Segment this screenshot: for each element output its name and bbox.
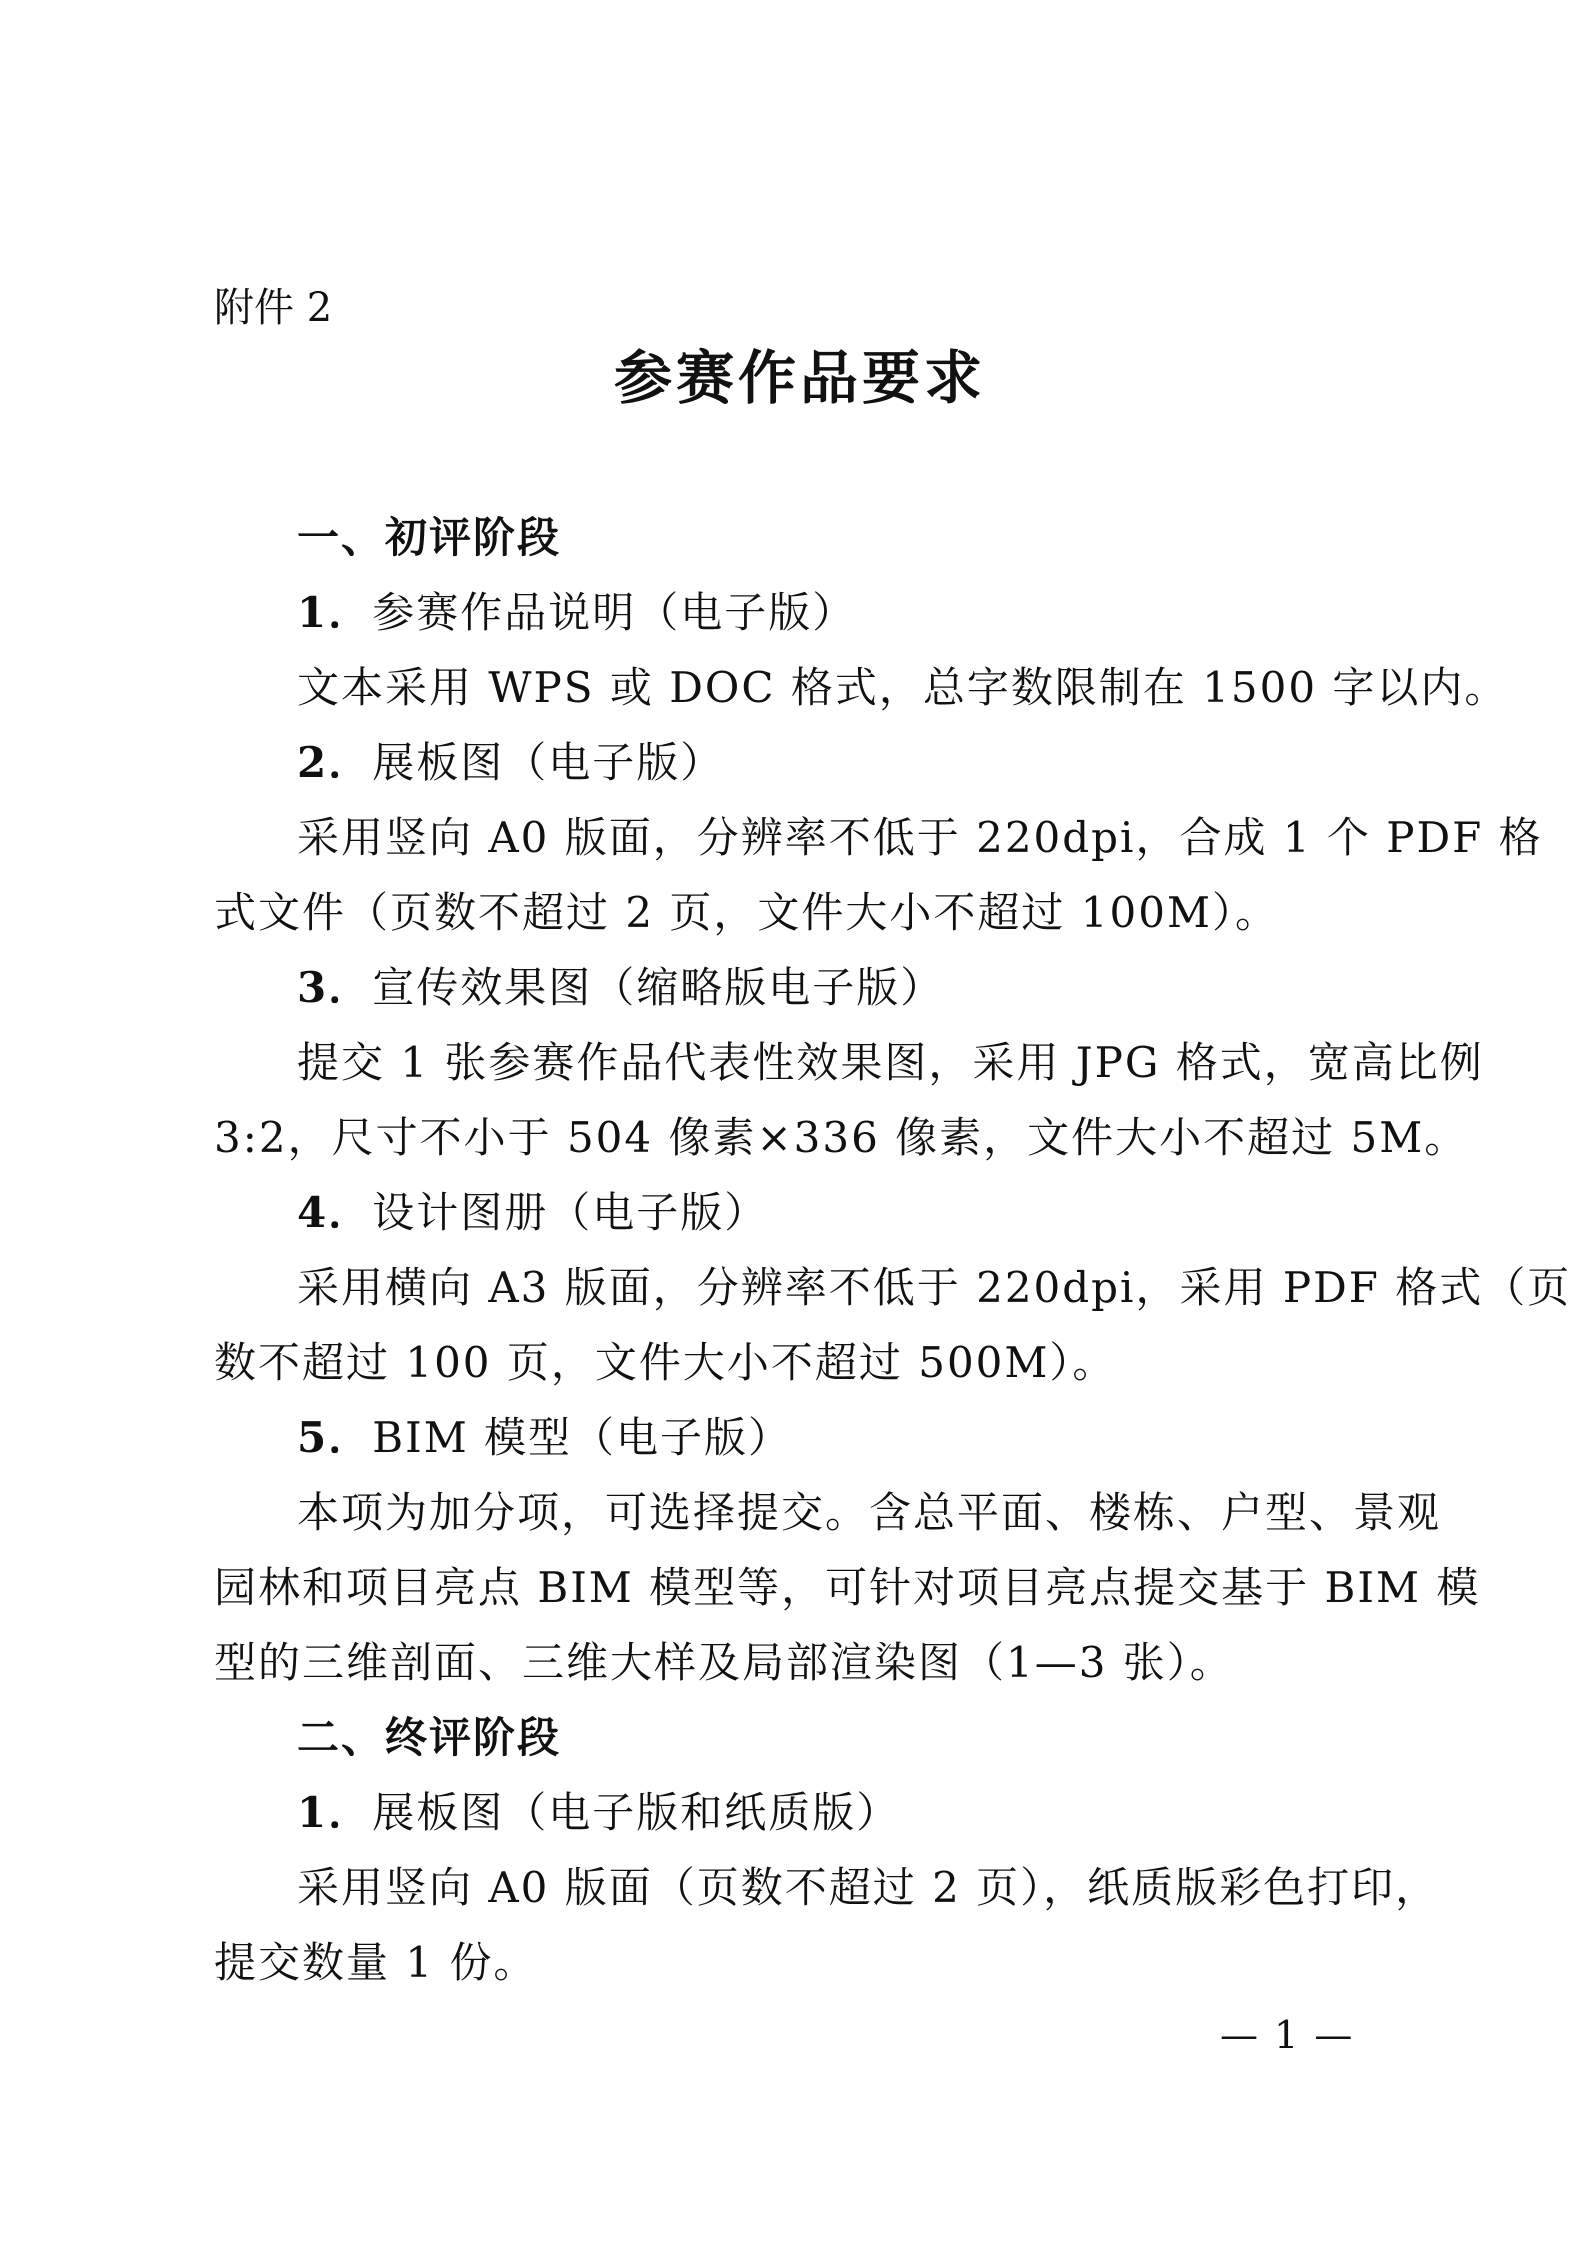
body-line: 园林和项目亮点 BIM 模型等，可针对项目亮点提交基于 BIM 模 xyxy=(214,1563,1481,1612)
body-line: 采用横向 A3 版面，分辨率不低于 220dpi，采用 PDF 格式（页 xyxy=(297,1263,1572,1312)
item-title xyxy=(297,1183,768,1243)
item-title-text: 展板图（电子版） xyxy=(372,738,725,787)
item-number: 2． xyxy=(297,738,373,787)
item-number: 5． xyxy=(297,1413,373,1462)
item-number: 4． xyxy=(297,1188,373,1237)
attachment-label: 附件 2 xyxy=(214,285,333,331)
stage2-heading: 二、终评阶段 xyxy=(297,1713,562,1762)
item-title-text: BIM 模型（电子版） xyxy=(372,1413,793,1462)
document-title: 参赛作品要求 xyxy=(613,344,986,412)
body-line: 式文件（页数不超过 2 页，文件大小不超过 100M）。 xyxy=(214,888,1279,937)
item-title-text: 宣传效果图（缩略版电子版） xyxy=(372,963,945,1012)
body-line: 本项为加分项，可选择提交。含总平面、楼栋、户型、景观 xyxy=(297,1488,1442,1537)
item-number: 1． xyxy=(297,588,373,637)
body-line: 提交 1 张参赛作品代表性效果图，采用 JPG 格式，宽高比例 xyxy=(297,1038,1484,1087)
item-title-text: 展板图（电子版和纸质版） xyxy=(372,1788,901,1837)
body-line: 文本采用 WPS 或 DOC 格式，总字数限制在 1500 字以内。 xyxy=(297,663,1509,712)
item-title xyxy=(297,958,944,1018)
body-line: 提交数量 1 份。 xyxy=(214,1938,538,1987)
body-line: 数不超过 100 页，文件大小不超过 500M）。 xyxy=(214,1338,1117,1387)
item-number: 1． xyxy=(297,1788,373,1837)
item-title xyxy=(297,1408,792,1468)
item-title xyxy=(297,733,724,793)
item-title xyxy=(297,1783,900,1843)
page-number: — 1 — xyxy=(1220,2013,1355,2057)
item-title-text: 参赛作品说明（电子版） xyxy=(372,588,857,637)
item-title-text: 设计图册（电子版） xyxy=(372,1188,769,1237)
item-title xyxy=(297,583,856,643)
body-line: 3:2，尺寸不小于 504 像素×336 像素，文件大小不超过 5M。 xyxy=(214,1113,1469,1162)
item-number: 3． xyxy=(297,963,373,1012)
body-line: 采用竖向 A0 版面，分辨率不低于 220dpi，合成 1 个 PDF 格 xyxy=(297,813,1543,862)
stage1-heading: 一、初评阶段 xyxy=(297,513,562,562)
body-line: 型的三维剖面、三维大样及局部渲染图（1—3 张）。 xyxy=(214,1638,1234,1687)
body-line: 采用竖向 A0 版面（页数不超过 2 页），纸质版彩色打印， xyxy=(297,1863,1440,1912)
